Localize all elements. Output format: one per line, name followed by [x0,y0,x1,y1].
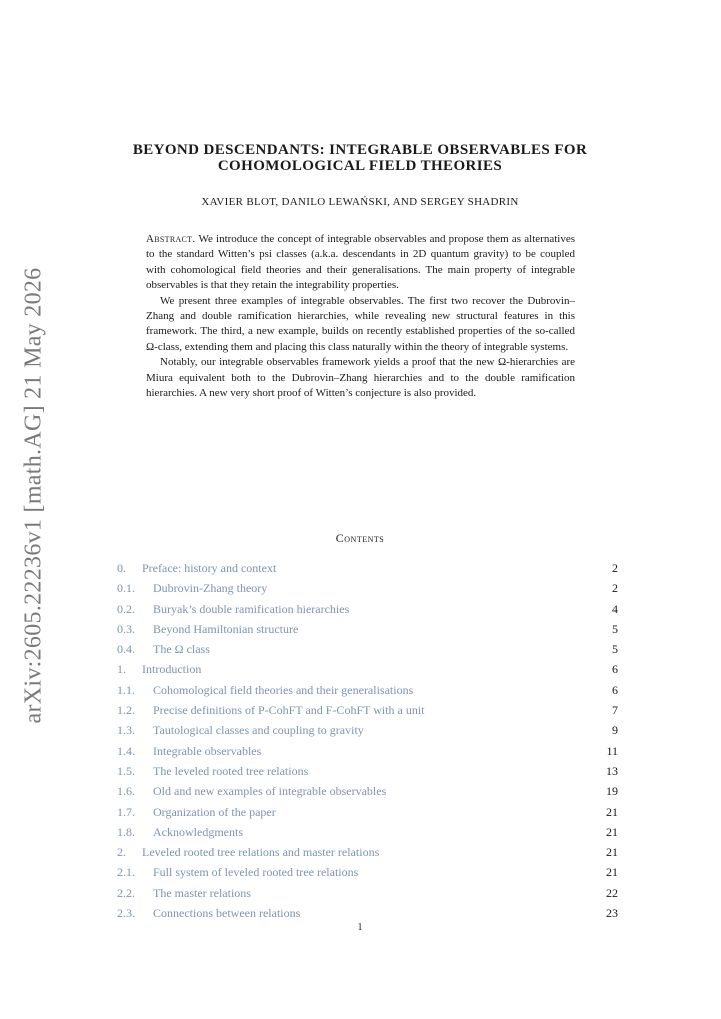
toc-entry-link[interactable]: The master relations [153,885,251,900]
toc-entry-page: 23 [606,906,618,921]
toc-entry-number[interactable]: 0.2. [117,601,135,616]
toc-entry-link[interactable]: Dubrovin-Zhang theory [153,581,268,596]
paper-title-line-2: COHOMOLOGICAL FIELD THEORIES [217,158,503,174]
toc-entry-number[interactable]: 0.3. [117,621,135,636]
arxiv-identifier-text: arXiv:2605.22236v1 [math.AG] 21 May 2026 [20,267,47,723]
toc-entry-page: 11 [606,743,618,758]
toc-entry-number[interactable]: 0.1. [117,581,135,596]
toc-entry-number[interactable]: 2.3. [117,906,135,921]
toc-entry[interactable] [117,781,618,801]
toc-entry-link[interactable]: Beyond Hamiltonian structure [153,621,299,636]
toc-entry-page: 21 [606,824,618,839]
toc-entry-link[interactable]: Buryak’s double ramification hierarchies [153,601,350,616]
toc-entry-link[interactable]: Full system of leveled rooted tree relations [153,865,359,880]
toc-entry-link[interactable]: Organization of the paper [153,804,276,819]
toc-entry-page: 6 [612,662,618,677]
toc-entry-number[interactable]: 1. [117,662,126,677]
toc-entry[interactable] [117,862,618,882]
toc-entry-page: 21 [606,865,618,880]
paper-authors: XAVIER BLOT, DANILO LEWAŃSKI, AND SERGEY SHADRIN [201,196,519,208]
toc-entry-number[interactable]: 2. [117,845,126,860]
toc-entry-link[interactable]: Tautological classes and coupling to gravity [153,723,364,738]
toc-entry-link[interactable]: Introduction [142,662,202,677]
toc-entry-link[interactable]: Integrable observables [153,743,262,758]
toc-entry[interactable] [117,659,618,679]
toc-entry-number[interactable]: 2.1. [117,865,135,880]
abstract-paragraph-3: Notably, our integrable observables framework yields a proof that the new Ω-hierarchies are Miura equivalent both to the Dubrovin–Zhang hierarchies and to the double ramification hierarchies. A new very short proof of Witten’s conjecture is also provided. [146,356,575,400]
toc-entry[interactable] [117,700,618,720]
toc-entry[interactable] [117,802,618,822]
toc-entry-number[interactable]: 2.2. [117,885,135,900]
toc-entry-link[interactable]: Cohomological field theories and their generalisations [153,682,414,697]
toc-entry-page: 5 [612,642,618,657]
toc-entry-number[interactable]: 1.4. [117,743,135,758]
toc-entry[interactable] [117,883,618,903]
toc-entry-number[interactable]: 1.8. [117,824,135,839]
toc-entry-page: 6 [612,682,618,697]
contents-heading: Contents [335,531,385,545]
toc-entry-page: 2 [612,561,618,575]
toc-entry-page: 13 [606,763,618,778]
toc-entry-page: 21 [606,804,618,819]
toc-entry[interactable] [117,639,618,659]
toc-entry-number[interactable]: 1.1. [117,682,135,697]
toc-entry-page: 4 [612,601,618,616]
toc-entry-page: 19 [606,784,618,799]
toc-entry-number[interactable]: 1.6. [117,784,135,799]
toc-entry[interactable] [117,720,618,740]
toc-entry-page: 2 [612,581,618,596]
toc-entry[interactable] [117,558,618,578]
table-of-contents [117,558,618,923]
toc-entry[interactable] [117,741,618,761]
toc-entry[interactable] [117,903,618,923]
toc-entry-link[interactable]: Preface: history and context [142,561,277,575]
toc-entry-link[interactable]: The Ω class [153,642,210,657]
toc-entry-number[interactable]: 1.5. [117,763,135,778]
page-number: 1 [357,922,363,933]
paper-title [100,142,620,174]
toc-entry-page: 5 [612,621,618,636]
toc-entry-link[interactable]: The leveled rooted tree relations [153,763,309,778]
toc-entry-link[interactable]: Connections between relations [153,906,301,921]
toc-entry-number[interactable]: 1.7. [117,804,135,819]
toc-entry[interactable] [117,680,618,700]
toc-entry[interactable] [117,578,618,598]
abstract-paragraph-1 [146,232,575,294]
toc-entry-link[interactable]: Acknowledgments [153,824,243,839]
toc-entry-link[interactable]: Old and new examples of integrable observables [153,784,387,799]
toc-entry-number[interactable]: 1.2. [117,703,135,718]
toc-entry-number[interactable]: 0. [117,561,126,575]
abstract [146,232,575,401]
toc-entry-number[interactable]: 1.3. [117,723,135,738]
arxiv-identifier-stamp [14,267,54,723]
toc-entry[interactable] [117,599,618,619]
toc-entry[interactable] [117,822,618,842]
toc-entry-page: 21 [606,845,618,860]
toc-entry[interactable] [117,619,618,639]
abstract-paragraph-2: We present three examples of integrable observables. The first two recover the Dubrovin–Zhang and double ramification hierarchies, while revealing new structural features in this framework. The third, a new example, builds on recently established properties of the so-called Ω-class, extending them and placing this class naturally within the theory of integrable systems. [146,294,575,353]
toc-entry-number[interactable]: 0.4. [117,642,135,657]
abstract-heading: Abstract. [146,233,196,245]
toc-entry-page: 7 [612,703,618,718]
abstract-paragraph-1-text: We introduce the concept of integrable observables and propose them as alternatives to the standard Witten’s psi classes (a.k.a. descendants in 2D quantum gravity) to be coupled with cohomological field theories and their generalisations. The main property of integrable observables is that they retain the integrability properties. [146,233,575,292]
toc-entry-page: 22 [606,885,618,900]
toc-entry[interactable] [117,761,618,781]
toc-entry[interactable] [117,842,618,862]
toc-entry-link[interactable]: Precise definitions of P-CohFT and F-CohFT with a unit [153,703,425,718]
toc-entry-page: 9 [612,723,618,738]
toc-entry-link[interactable]: Leveled rooted tree relations and master relations [142,845,380,860]
paper-title-line-1: BEYOND DESCENDANTS: INTEGRABLE OBSERVABLES FOR [132,142,588,158]
